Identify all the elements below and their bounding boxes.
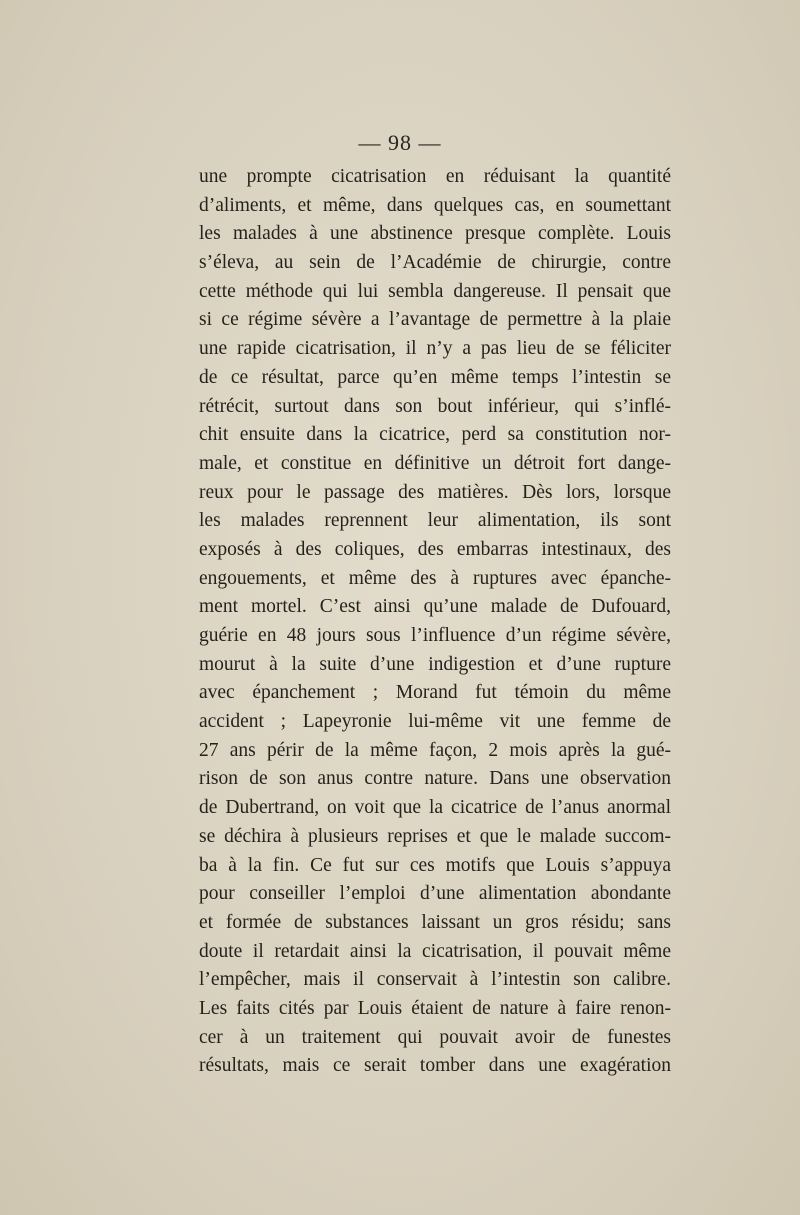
text-line: avec épanchement ; Morand fut témoin du même xyxy=(199,682,671,704)
text-line: ba à la fin. Ce fut sur ces motifs que Louis s’appuya xyxy=(199,854,671,876)
text-line: les malades reprennent leur alimentation, ils sont xyxy=(199,510,671,532)
text-line: rison de son anus contre nature. Dans une observation xyxy=(199,768,671,790)
text-line: reux pour le passage des matières. Dès lors, lorsque xyxy=(199,481,671,503)
page-number: — 98 — xyxy=(358,130,442,155)
text-line: l’empêcher, mais il conservait à l’intestin son calibre. xyxy=(199,969,671,991)
text-line: accident ; Lapeyronie lui-même vit une femme de xyxy=(199,711,671,733)
text-line: engouements, et même des à ruptures avec épanche- xyxy=(199,567,671,589)
text-line: se déchira à plusieurs reprises et que le malade succom- xyxy=(199,825,671,847)
text-line: s’éleva, au sein de l’Académie de chirurgie, contre xyxy=(199,252,671,274)
text-line: les malades à une abstinence presque complète. Louis xyxy=(199,223,671,245)
text-line: cer à un traitement qui pouvait avoir de funestes xyxy=(199,1026,671,1048)
text-line: rétrécit, surtout dans son bout inférieur, qui s’inflé- xyxy=(199,395,671,417)
text-line: de Dubertrand, on voit que la cicatrice de l’anus anormal xyxy=(199,797,671,819)
text-line: exposés à des coliques, des embarras intestinaux, des xyxy=(199,538,671,560)
text-line: si ce régime sévère a l’avantage de permettre à la plaie xyxy=(199,309,671,331)
text-line: une prompte cicatrisation en réduisant la quantité xyxy=(199,166,671,187)
text-line: et formée de substances laissant un gros résidu; sans xyxy=(199,911,671,933)
text-line: male, et constitue en définitive un détroit fort dange- xyxy=(199,452,671,474)
text-line: guérie en 48 jours sous l’influence d’un régime sévère, xyxy=(199,625,671,646)
text-line: d’aliments, et même, dans quelques cas, en soumettant xyxy=(199,194,671,216)
text-line: cette méthode qui lui sembla dangereuse. Il pensait que xyxy=(199,280,671,302)
text-line: une rapide cicatrisation, il n’y a pas lieu de se féliciter xyxy=(199,338,671,360)
text-line: chit ensuite dans la cicatrice, perd sa constitution nor- xyxy=(199,424,671,446)
text-line: résultats, mais ce serait tomber dans une exagération xyxy=(199,1055,671,1077)
text-line: de ce résultat, parce qu’en même temps l’intestin se xyxy=(199,366,671,388)
text-line: ment mortel. C’est ainsi qu’une malade de Dufouard, xyxy=(199,596,671,618)
body-text xyxy=(199,163,671,1081)
text-line: pour conseiller l’emploi d’une alimentation abondante xyxy=(199,883,671,905)
text-line: mourut à la suite d’une indigestion et d’une rupture xyxy=(199,653,671,675)
text-line: 27 ans périr de la même façon, 2 mois après la gué- xyxy=(199,739,671,761)
text-line: doute il retardait ainsi la cicatrisation, il pouvait même xyxy=(199,940,671,962)
text-line: Les faits cités par Louis étaient de nature à faire renon- xyxy=(199,997,671,1019)
